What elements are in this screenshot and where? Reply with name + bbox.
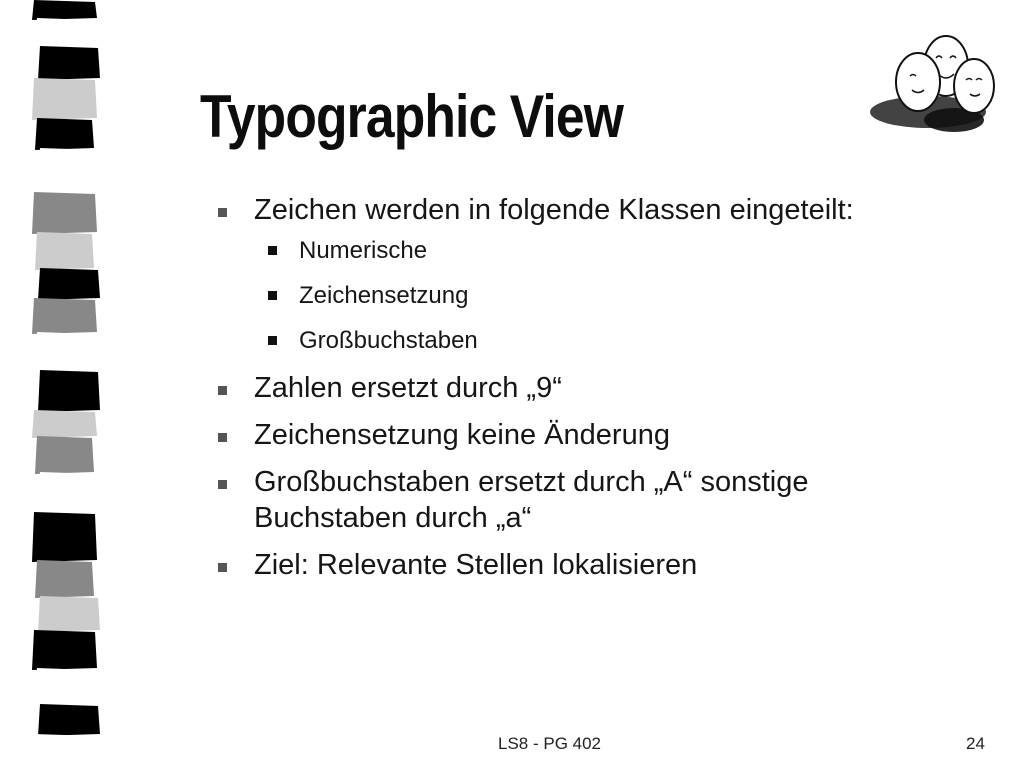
- bullet-text: Ziel: Relevante Stellen lokalisieren: [254, 549, 698, 581]
- bullet-item: [218, 417, 978, 453]
- stripe-band: [35, 436, 94, 474]
- square-bullet-icon: [218, 433, 227, 442]
- sub-bullet-item: [268, 281, 978, 311]
- square-bullet-icon: [218, 480, 227, 489]
- stripe-band: [32, 410, 97, 438]
- sub-bullet-text: Numerische: [299, 237, 428, 264]
- square-bullet-icon: [268, 336, 277, 345]
- stripe-band: [32, 0, 97, 20]
- stripe-band: [35, 332, 94, 372]
- sub-bullet-text: Zeichensetzung: [299, 282, 469, 309]
- stripe-band: [35, 18, 94, 48]
- stripe-band: [32, 298, 97, 334]
- bullet-text: Zeichen werden in folgende Klassen eingeteilt:: [254, 194, 854, 226]
- stripe-band: [32, 512, 97, 562]
- slide-title: Typographic View: [200, 83, 624, 150]
- eggs-clipart: [866, 28, 1002, 138]
- stripe-band: [32, 630, 97, 670]
- stripe-band: [32, 78, 97, 120]
- stripe-band: [32, 192, 97, 234]
- page-number: 24: [966, 734, 985, 753]
- square-bullet-icon: [218, 563, 227, 572]
- bullet-item: [218, 547, 978, 583]
- footer-label: LS8 - PG 402: [498, 734, 602, 753]
- square-bullet-icon: [218, 386, 227, 395]
- stripe-band: [35, 668, 94, 706]
- stripe-band: [38, 268, 100, 300]
- bullet-item: [218, 370, 978, 406]
- bullet-item: [218, 464, 954, 536]
- square-bullet-icon: [218, 208, 227, 217]
- stripe-band: [38, 704, 100, 736]
- bullet-text: Zeichensetzung keine Änderung: [254, 419, 670, 451]
- stripe-band: [35, 560, 94, 598]
- stripe-band: [38, 596, 100, 632]
- decorative-stripe-strip: [28, 0, 104, 768]
- bullet-item: [218, 192, 978, 228]
- square-bullet-icon: [268, 246, 277, 255]
- stripe-bands: [32, 0, 100, 768]
- bullet-text: Zahlen ersetzt durch „9“: [254, 372, 562, 404]
- stripe-band: [35, 232, 94, 270]
- stripe-band: [38, 472, 100, 514]
- stripe-band: [38, 370, 100, 412]
- sub-bullet-text: Großbuchstaben: [299, 327, 478, 354]
- sub-bullet-item: [268, 326, 978, 356]
- stripe-band: [32, 734, 97, 768]
- stripe-band: [38, 148, 100, 194]
- square-bullet-icon: [268, 291, 277, 300]
- stripe-band: [38, 46, 100, 80]
- bullet-text: Großbuchstaben ersetzt durch „A“ sonstige Buchstaben durch „a“: [254, 466, 809, 534]
- slide-content: [218, 192, 978, 594]
- sub-bullet-item: [268, 236, 978, 266]
- stripe-band: [35, 118, 94, 150]
